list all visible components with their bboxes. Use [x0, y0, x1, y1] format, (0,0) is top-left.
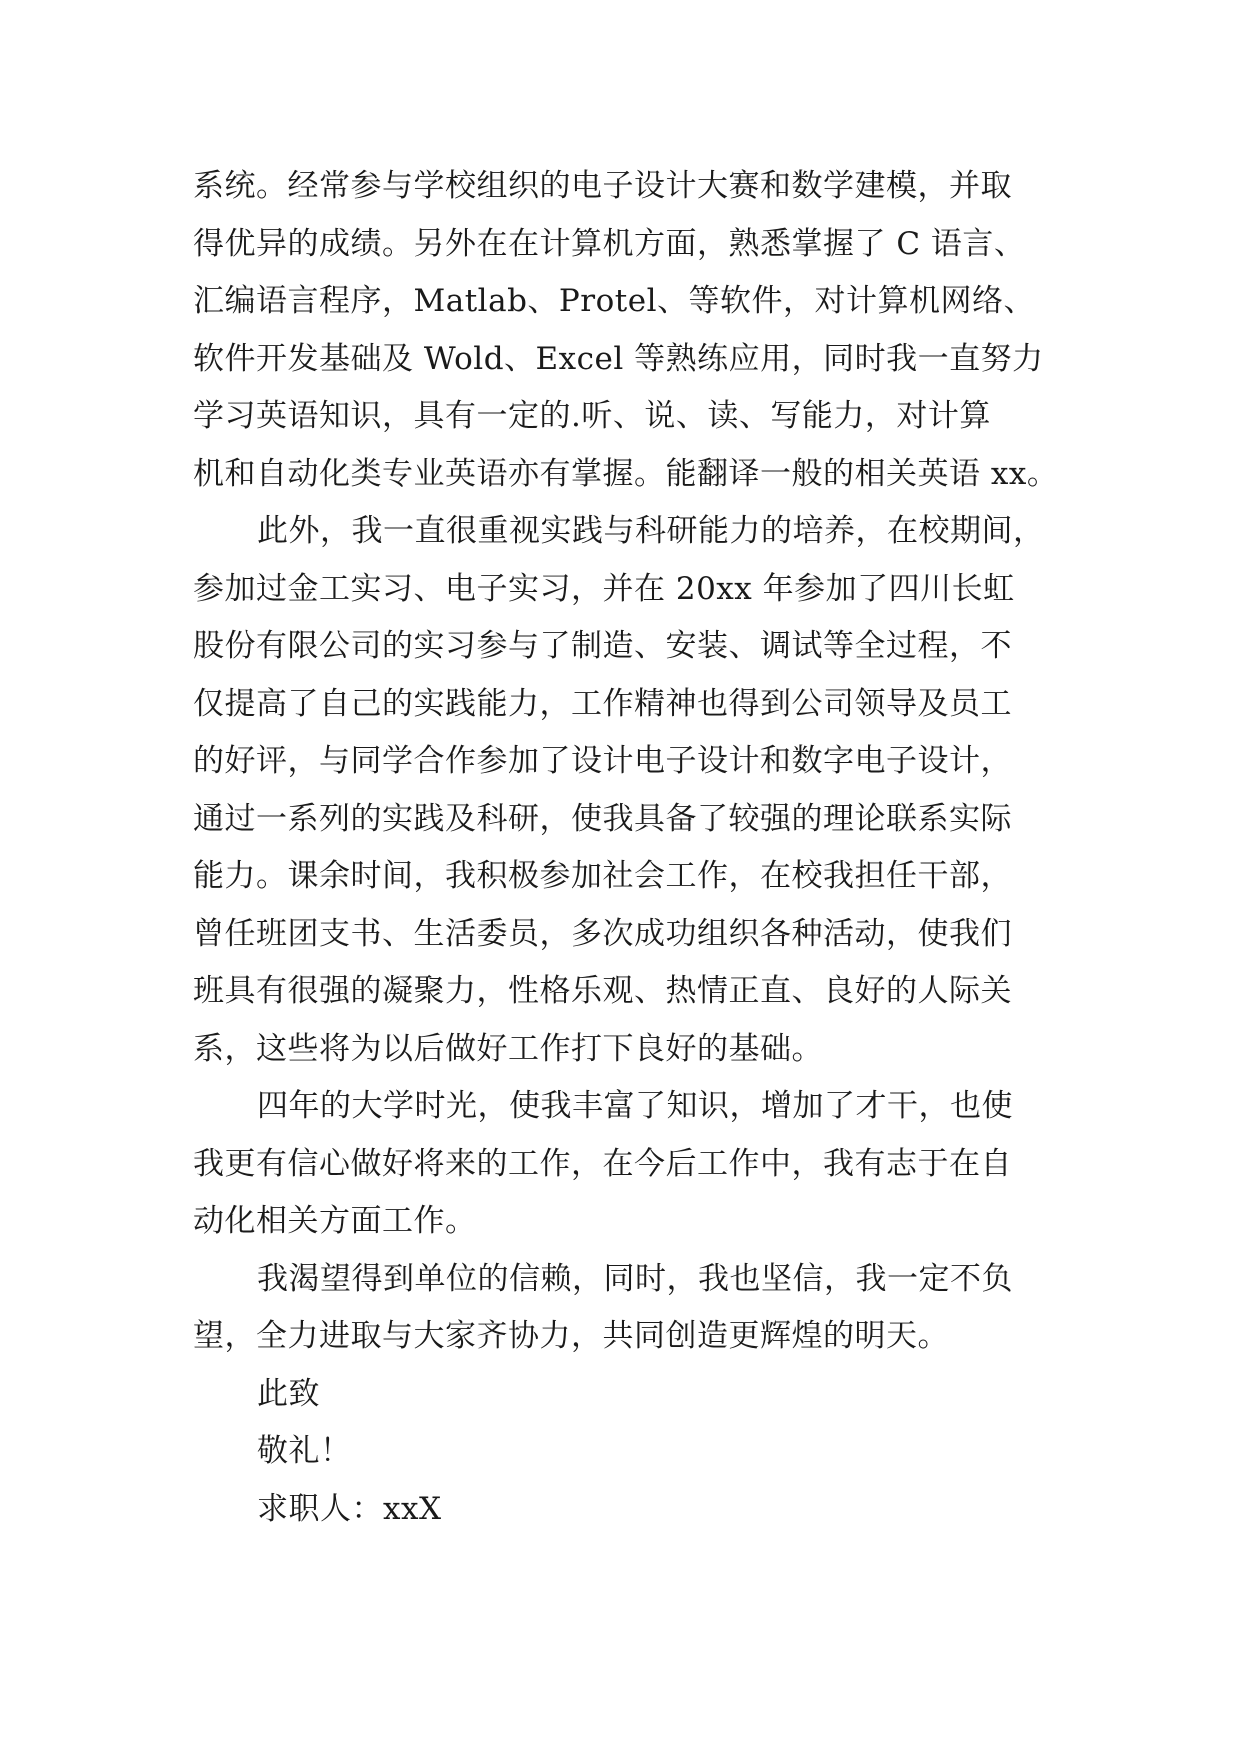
- paragraph-start-line: 我渴望得到单位的信赖，同时，我也坚信，我一定不负: [257, 1260, 1013, 1297]
- text-line: 参加过金工实习、电子实习，并在 20xx 年参加了四川长虹: [193, 570, 1015, 607]
- closing-salutation: 此致: [257, 1375, 320, 1412]
- text-line: 系统。经常参与学校组织的电子设计大赛和数学建模，并取: [193, 168, 1012, 204]
- paragraph-start-line: 四年的大学时光，使我丰富了知识，增加了才干，也使: [257, 1088, 1013, 1124]
- text-line: 软件开发基础及 Wold、Excel 等熟练应用，同时我一直努力: [193, 340, 1044, 377]
- closing-regards: 敬礼！: [257, 1433, 352, 1469]
- text-line: 动化相关方面工作。: [193, 1203, 477, 1239]
- text-line: 通过一系列的实践及科研，使我具备了较强的理论联系实际: [193, 800, 1012, 837]
- text-line: 的好评，与同学合作参加了设计电子设计和数字电子设计，: [193, 743, 1012, 779]
- text-line: 股份有限公司的实习参与了制造、安装、调试等全过程，不: [193, 628, 1012, 664]
- text-line: 班具有很强的凝聚力，性格乐观、热情正直、良好的人际关: [193, 973, 1012, 1009]
- text-line: 系，这些将为以后做好工作打下良好的基础。: [193, 1030, 823, 1067]
- text-line: 望，全力进取与大家齐协力，共同创造更辉煌的明天。: [193, 1318, 949, 1354]
- text-line: 得优异的成绩。另外在在计算机方面，熟悉掌握了 C 语言、: [193, 225, 1026, 262]
- text-line: 曾任班团支书、生活委员，多次成功组织各种活动，使我们: [193, 915, 1012, 952]
- text-line: 汇编语言程序，Matlab、Protel、等软件，对计算机网络、: [193, 283, 1035, 319]
- signature-line: 求职人：xxX: [257, 1490, 442, 1527]
- text-line: 学习英语知识，具有一定的.听、说、读、写能力，对计算: [193, 398, 991, 434]
- text-line: 仅提高了自己的实践能力，工作精神也得到公司领导及员工: [193, 685, 1012, 722]
- text-line: 机和自动化类专业英语亦有掌握。能翻译一般的相关英语 xx。: [193, 455, 1059, 492]
- text-line: 能力。课余时间，我积极参加社会工作，在校我担任干部，: [193, 858, 1012, 894]
- letter-body: [193, 158, 1073, 1538]
- paragraph-start-line: 此外，我一直很重视实践与科研能力的培养，在校期间，: [257, 513, 1045, 549]
- text-line: 我更有信心做好将来的工作，在今后工作中，我有志于在自: [193, 1145, 1012, 1182]
